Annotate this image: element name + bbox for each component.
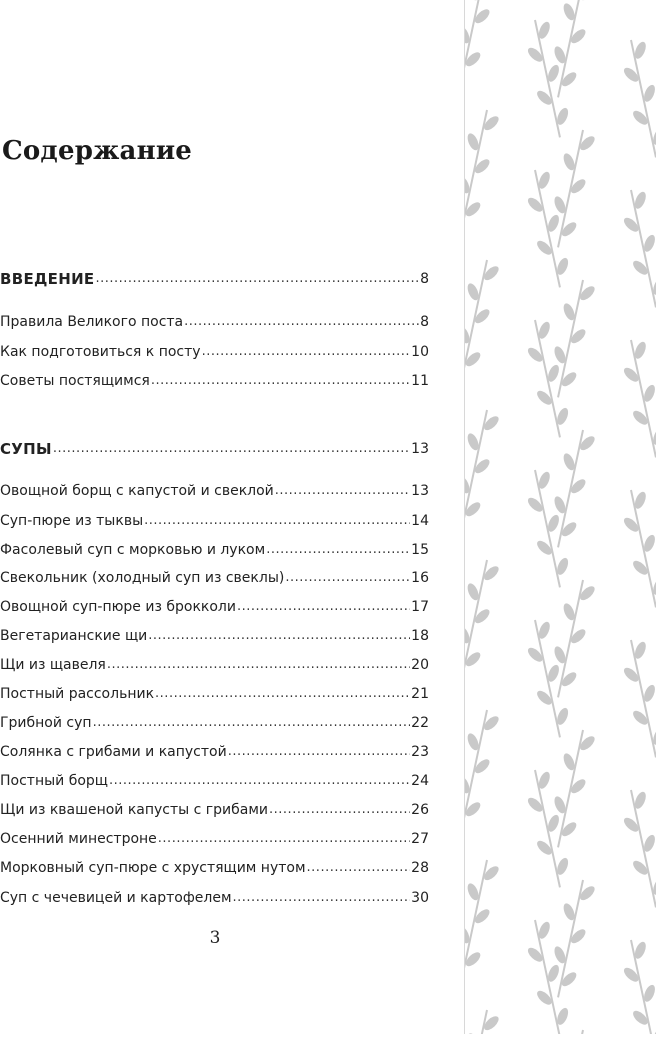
toc-page-number: 17 xyxy=(411,598,429,616)
toc-entry-row[interactable] xyxy=(0,508,429,530)
toc-leader-dots xyxy=(184,313,419,331)
toc-page-number: 13 xyxy=(411,440,429,458)
page-title: Содержание xyxy=(2,136,192,166)
toc-entry-title: СУПЫ xyxy=(0,440,52,458)
toc-page-number: 14 xyxy=(411,512,429,530)
toc-entry-title: Фасолевый суп с морковью и луком xyxy=(0,541,265,559)
toc-entry-row[interactable] xyxy=(0,710,429,732)
toc-page-number: 20 xyxy=(411,656,429,674)
toc-entry-title: Постный борщ xyxy=(0,772,108,790)
toc-page-number: 28 xyxy=(411,859,429,877)
toc-entry-row[interactable] xyxy=(0,623,429,645)
toc-entry-row[interactable] xyxy=(0,739,429,761)
toc-leader-dots xyxy=(109,772,410,790)
toc-section-row[interactable] xyxy=(0,436,429,458)
toc-leader-dots xyxy=(233,889,411,907)
toc-leader-dots xyxy=(93,714,411,732)
toc-leader-dots xyxy=(95,270,419,288)
toc-entry-title: Суп-пюре из тыквы xyxy=(0,512,143,530)
toc-entry-title: ВВЕДЕНИЕ xyxy=(0,270,94,288)
toc-page-number: 15 xyxy=(411,541,429,559)
toc-leader-dots xyxy=(158,830,410,848)
toc-page-number: 30 xyxy=(411,889,429,907)
toc-leader-dots xyxy=(228,743,410,761)
toc-entry-title: Щи из квашеной капусты с грибами xyxy=(0,801,268,819)
toc-entry-title: Правила Великого поста xyxy=(0,313,183,331)
toc-page-number: 23 xyxy=(411,743,429,761)
page-number: 3 xyxy=(200,928,230,948)
toc-entry-title: Солянка с грибами и капустой xyxy=(0,743,227,761)
toc-page-number: 8 xyxy=(420,270,429,288)
toc-leader-dots xyxy=(307,859,411,877)
toc-entry-row[interactable] xyxy=(0,768,429,790)
toc-page-number: 16 xyxy=(411,569,429,587)
toc-entry-title: Овощной борщ с капустой и свеклой xyxy=(0,482,274,500)
toc-entry-title: Как подготовиться к посту xyxy=(0,343,201,361)
toc-leader-dots xyxy=(144,512,410,530)
toc-entry-row[interactable] xyxy=(0,885,429,907)
toc-page-number: 10 xyxy=(411,343,429,361)
toc-page-number: 22 xyxy=(411,714,429,732)
toc-entry-row[interactable] xyxy=(0,652,429,674)
toc-entry-row[interactable] xyxy=(0,826,429,848)
leaf-pattern-decoration xyxy=(465,0,656,1034)
toc-entry-title: Вегетарианские щи xyxy=(0,627,147,645)
toc-leader-dots xyxy=(151,372,410,390)
toc-entry-row[interactable] xyxy=(0,565,429,587)
toc-entry-row[interactable] xyxy=(0,339,429,361)
toc-entry-title: Свекольник (холодный суп из свеклы) xyxy=(0,569,284,587)
toc-page-number: 18 xyxy=(411,627,429,645)
toc-page-number: 8 xyxy=(420,313,429,331)
toc-entry-title: Суп с чечевицей и картофелем xyxy=(0,889,232,907)
toc-entry-title: Овощной суп-пюре из брокколи xyxy=(0,598,236,616)
toc-page-number: 27 xyxy=(411,830,429,848)
toc-page-number: 11 xyxy=(411,372,429,390)
toc-leader-dots xyxy=(107,656,410,674)
toc-entry-row[interactable] xyxy=(0,368,429,390)
toc-leader-dots xyxy=(275,482,410,500)
toc-section-row[interactable] xyxy=(0,266,429,288)
toc-leader-dots xyxy=(155,685,410,703)
toc-entry-row[interactable] xyxy=(0,309,429,331)
toc-entry-row[interactable] xyxy=(0,681,429,703)
toc-entry-title: Морковный суп-пюре с хрустящим нутом xyxy=(0,859,306,877)
toc-entry-title: Осенний минестроне xyxy=(0,830,157,848)
toc-leader-dots xyxy=(266,541,410,559)
toc-leader-dots xyxy=(148,627,410,645)
toc-page-number: 13 xyxy=(411,482,429,500)
toc-entry-title: Постный рассольник xyxy=(0,685,154,703)
toc-entry-row[interactable] xyxy=(0,797,429,819)
toc-page-number: 21 xyxy=(411,685,429,703)
toc-leader-dots xyxy=(237,598,410,616)
toc-leader-dots xyxy=(285,569,410,587)
toc-entry-title: Грибной суп xyxy=(0,714,92,732)
toc-page-number: 24 xyxy=(411,772,429,790)
toc-entry-row[interactable] xyxy=(0,537,429,559)
toc-entry-title: Советы постящимся xyxy=(0,372,150,390)
toc-leader-dots xyxy=(269,801,410,819)
toc-entry-row[interactable] xyxy=(0,594,429,616)
toc-leader-dots xyxy=(202,343,411,361)
toc-entry-row[interactable] xyxy=(0,855,429,877)
toc-leader-dots xyxy=(53,440,410,458)
willow-branches-icon xyxy=(465,0,656,1034)
toc-entry-row[interactable] xyxy=(0,478,429,500)
toc-entry-title: Щи из щавеля xyxy=(0,656,106,674)
toc-page-number: 26 xyxy=(411,801,429,819)
